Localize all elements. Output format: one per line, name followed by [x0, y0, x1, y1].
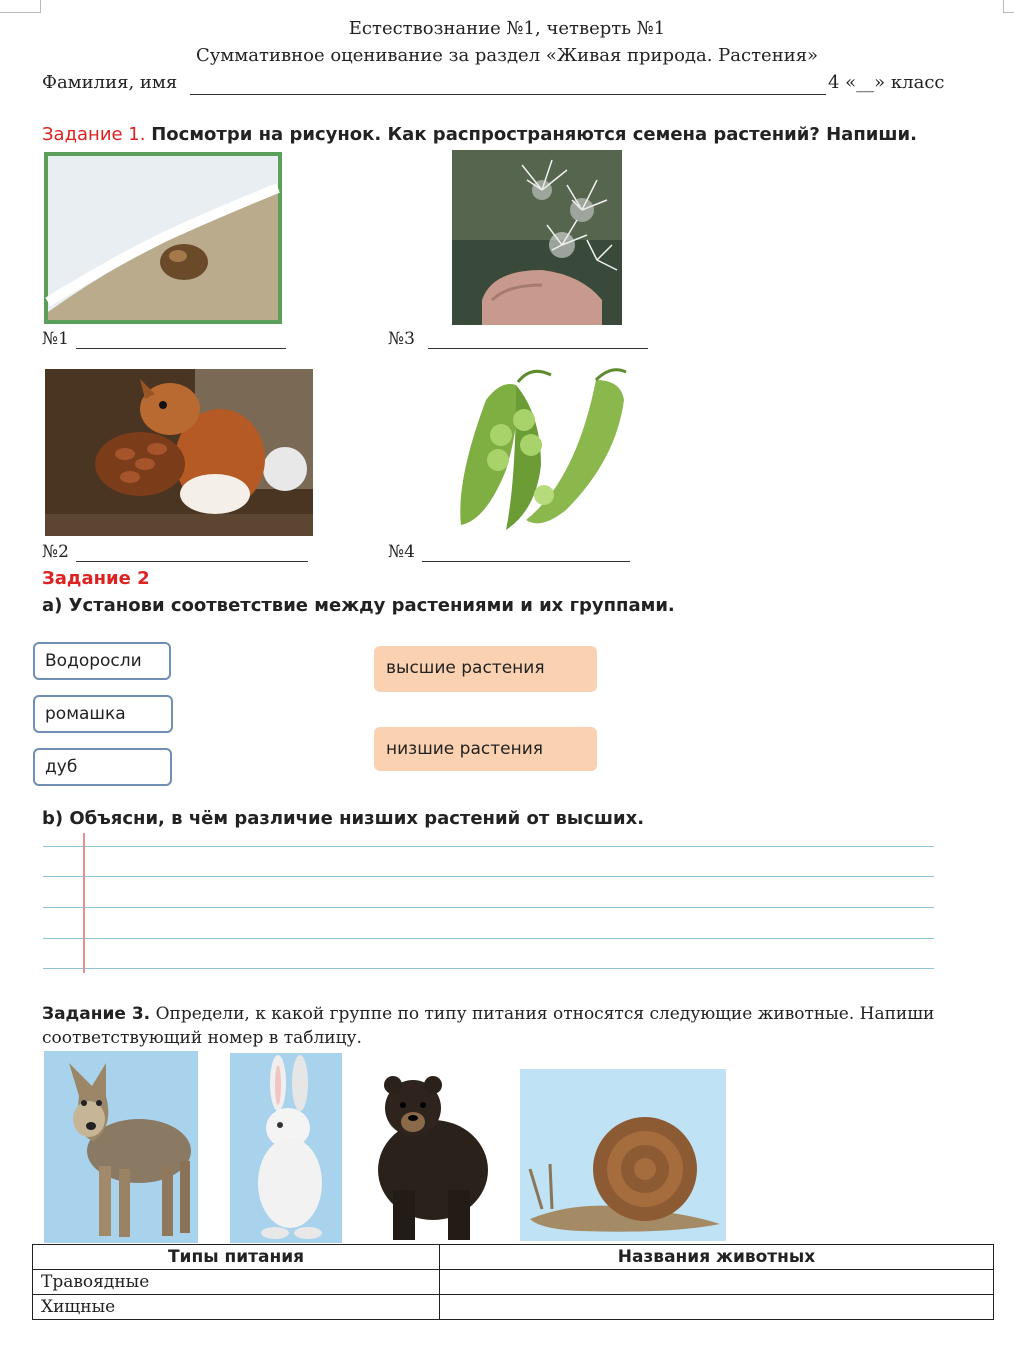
plant-card-chamomile[interactable]: ромашка — [33, 695, 173, 733]
name-label: Фамилия, имя — [42, 72, 178, 93]
table-cell-type: Хищные — [33, 1295, 440, 1320]
page-subtitle: Суммативное оценивание за раздел «Живая природа. Растения» — [195, 45, 819, 66]
answer-ruled-line[interactable] — [43, 907, 934, 908]
squirrel-with-cone-image — [45, 369, 313, 536]
name-answer-line[interactable] — [190, 94, 826, 95]
task3-heading — [42, 1002, 942, 1050]
margin-line — [83, 833, 85, 973]
task1-label: Задание 1. — [42, 124, 146, 145]
task1-heading — [42, 124, 917, 145]
task1-question: Посмотри на рисунок. Как распространяются семена растений? Напиши. — [151, 124, 917, 145]
item-4-label: №4 — [388, 542, 415, 562]
rabbit-image — [230, 1053, 342, 1243]
item-4-answer-line[interactable] — [422, 561, 630, 562]
answer-ruled-line[interactable] — [43, 876, 934, 877]
dandelion-seeds-image — [452, 150, 622, 325]
page-title: Естествознание №1, четверть №1 — [348, 18, 666, 39]
table-cell-answer[interactable] — [440, 1295, 994, 1320]
page-corner-right — [1003, 0, 1014, 13]
group-card-higher-plants[interactable]: высшие растения — [374, 646, 597, 692]
item-1-label: №1 — [42, 329, 69, 349]
pea-pods-image — [446, 360, 644, 536]
answer-ruled-line[interactable] — [43, 968, 934, 969]
snail-image — [520, 1069, 726, 1241]
item-3-label: №3 — [388, 329, 415, 349]
task2b-question: b) Объясни, в чём различие низших растений от высших. — [42, 808, 645, 829]
plant-card-algae[interactable]: Водоросли — [33, 642, 171, 680]
plant-card-oak[interactable]: дуб — [33, 748, 172, 786]
table-cell-type: Травоядные — [33, 1270, 440, 1295]
task2a-question: а) Установи соответствие между растениями и их группами. — [42, 595, 675, 616]
table-header-feeding-type: Типы питания — [33, 1245, 440, 1270]
answer-ruled-line[interactable] — [43, 938, 934, 939]
page-corner-left — [0, 0, 41, 13]
table-header-animal-names: Названия животных — [440, 1245, 994, 1270]
table-header-row — [33, 1245, 994, 1270]
bear-image — [363, 1060, 493, 1242]
table-cell-answer[interactable] — [440, 1270, 994, 1295]
item-2-answer-line[interactable] — [76, 561, 308, 562]
item-1-answer-line[interactable] — [76, 348, 286, 349]
task2-label: Задание 2 — [42, 568, 150, 589]
answer-ruled-line[interactable] — [43, 846, 934, 847]
table-row — [33, 1295, 994, 1320]
table-row — [33, 1270, 994, 1295]
wolf-image — [44, 1051, 198, 1243]
seed-on-snow-image — [44, 152, 282, 324]
task3-text: Определи, к какой группе по типу питания относятся следующие животные. Напиши соответствующий номер в таблицу. — [42, 1004, 935, 1048]
class-label: 4 «__» класс — [828, 72, 945, 93]
item-3-answer-line[interactable] — [428, 348, 648, 349]
item-2-label: №2 — [42, 542, 69, 562]
feeding-types-table — [32, 1244, 994, 1320]
task3-label: Задание 3. — [42, 1004, 151, 1024]
group-card-lower-plants[interactable]: низшие растения — [374, 727, 597, 771]
